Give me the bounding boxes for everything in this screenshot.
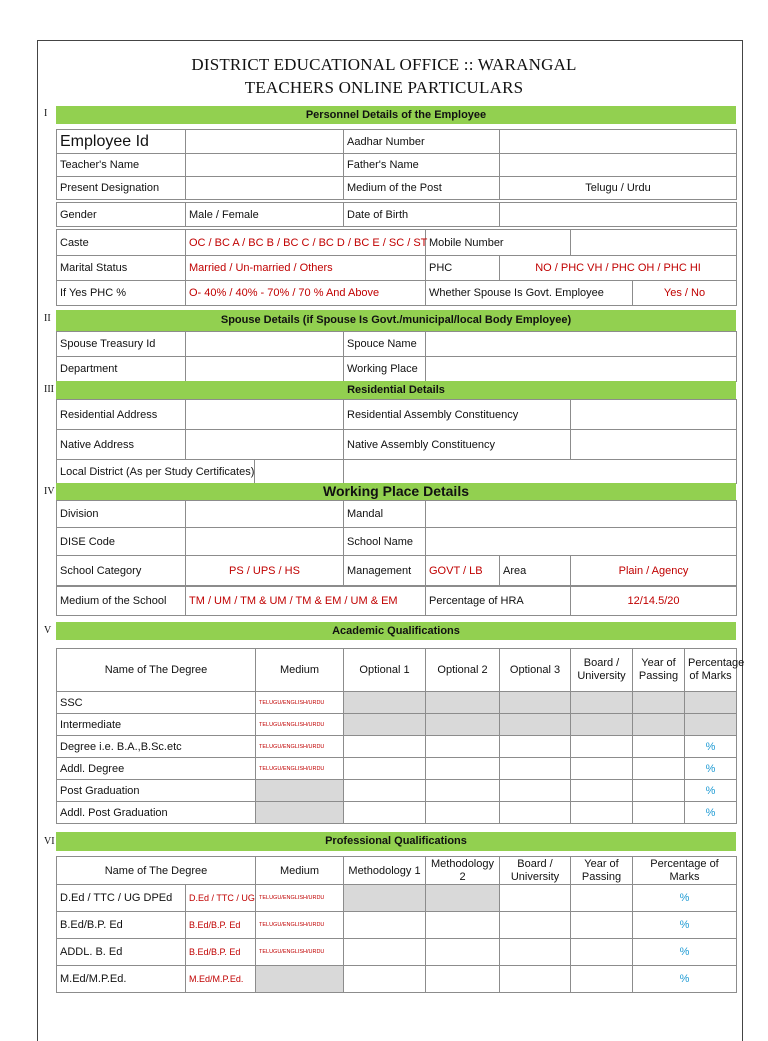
- acad-medium-value[interactable]: TELUGU/ENGLISH/URDU: [256, 714, 344, 736]
- spouse-treasury-field[interactable]: [186, 332, 344, 357]
- school-name-label: School Name: [344, 528, 426, 556]
- acad-percentage[interactable]: %: [685, 736, 737, 758]
- prof-header-methodology2: Methodology 2: [426, 857, 500, 885]
- aadhar-field[interactable]: [500, 130, 737, 154]
- section-header-spouse: Spouse Details (if Spouse Is Govt./municipal/local Body Employee): [56, 310, 736, 331]
- prof-degree-name: D.Ed / TTC / UG DPEd: [57, 885, 186, 912]
- prof-header-degree: Name of The Degree: [57, 857, 256, 885]
- acad-degree-name: Addl. Degree: [57, 758, 256, 780]
- acad-cell-disabled: [344, 692, 426, 714]
- division-field[interactable]: [186, 501, 344, 528]
- personnel-table: [56, 129, 737, 200]
- acad-cell[interactable]: [633, 802, 685, 824]
- prof-cell[interactable]: [344, 912, 426, 939]
- prof-degree-name: ADDL. B. Ed: [57, 939, 186, 966]
- prof-degree-name: B.Ed/B.P. Ed: [57, 912, 186, 939]
- employee-id-field[interactable]: [186, 130, 344, 154]
- native-assembly-label: Native Assembly Constituency: [344, 430, 571, 460]
- form-title-line2: TEACHERS ONLINE PARTICULARS: [244, 78, 524, 97]
- prof-medium-value[interactable]: TELUGU/ENGLISH/URDU: [256, 939, 344, 966]
- prof-medium-value[interactable]: TELUGU/ENGLISH/URDU: [256, 885, 344, 912]
- gender-value[interactable]: Male / Female: [186, 203, 344, 227]
- prof-header-year: Year of Passing: [571, 857, 633, 885]
- section-number: V: [44, 625, 52, 636]
- caste-label: Caste: [57, 230, 186, 256]
- hra-label: Percentage of HRA: [426, 587, 571, 616]
- prof-degree-name: M.Ed/M.P.Ed.: [57, 966, 186, 993]
- acad-cell[interactable]: [571, 736, 633, 758]
- acad-cell-disabled: [571, 714, 633, 736]
- hra-value[interactable]: 12/14.5/20: [571, 587, 737, 616]
- phc-pct-label: If Yes PHC %: [57, 281, 186, 306]
- acad-cell[interactable]: [571, 780, 633, 802]
- acad-percentage[interactable]: %: [685, 780, 737, 802]
- acad-cell[interactable]: [633, 780, 685, 802]
- local-district-label: Local District (As per Study Certificates): [57, 460, 255, 484]
- acad-cell-disabled: [426, 714, 500, 736]
- table-row: [57, 802, 737, 824]
- father-name-label: Father's Name: [344, 154, 500, 177]
- residential-address-label: Residential Address: [57, 400, 186, 430]
- acad-medium-value[interactable]: TELUGU/ENGLISH/URDU: [256, 758, 344, 780]
- acad-cell[interactable]: [426, 780, 500, 802]
- acad-cell-disabled: [256, 802, 344, 824]
- designation-field[interactable]: [186, 177, 344, 200]
- acad-degree-name: Degree i.e. B.A.,B.Sc.etc: [57, 736, 256, 758]
- spouse-treasury-label: Spouse Treasury Id: [57, 332, 186, 357]
- native-assembly-field[interactable]: [571, 430, 737, 460]
- prof-degree-code[interactable]: D.Ed / TTC / UG: [186, 885, 256, 912]
- native-address-field[interactable]: [186, 430, 344, 460]
- table-row: [57, 966, 737, 993]
- acad-cell[interactable]: [500, 758, 571, 780]
- designation-label: Present Designation: [57, 177, 186, 200]
- prof-cell[interactable]: [571, 966, 633, 993]
- prof-degree-code[interactable]: B.Ed/B.P. Ed: [186, 912, 256, 939]
- prof-cell[interactable]: [571, 939, 633, 966]
- category-value[interactable]: PS / UPS / HS: [186, 556, 344, 586]
- division-label: Division: [57, 501, 186, 528]
- employee-id-label: Employee Id: [57, 130, 186, 154]
- marital-value[interactable]: Married / Un-married / Others: [186, 256, 426, 281]
- acad-cell[interactable]: [344, 802, 426, 824]
- acad-medium-value[interactable]: TELUGU/ENGLISH/URDU: [256, 736, 344, 758]
- mobile-field[interactable]: [571, 230, 737, 256]
- prof-cell[interactable]: [571, 885, 633, 912]
- native-address-label: Native Address: [57, 430, 186, 460]
- table-row: [57, 885, 737, 912]
- table-row: [57, 692, 737, 714]
- section-number: I: [44, 108, 48, 119]
- category-label: School Category: [57, 556, 186, 586]
- prof-header-methodology1: Methodology 1: [344, 857, 426, 885]
- acad-percentage[interactable]: %: [685, 758, 737, 780]
- acad-header-degree: Name of The Degree: [57, 649, 256, 692]
- working-place-field[interactable]: [426, 357, 737, 382]
- section-header-personnel: Personnel Details of the Employee: [56, 106, 736, 124]
- table-row: [57, 912, 737, 939]
- acad-cell[interactable]: [500, 736, 571, 758]
- caste-value[interactable]: OC / BC A / BC B / BC C / BC D / BC E / SC / ST: [186, 230, 426, 256]
- prof-cell[interactable]: [500, 966, 571, 993]
- father-name-field[interactable]: [500, 154, 737, 177]
- prof-cell[interactable]: [344, 939, 426, 966]
- acad-cell-disabled: [633, 714, 685, 736]
- prof-cell[interactable]: [500, 885, 571, 912]
- management-label: Management: [344, 556, 426, 586]
- spouse-table: [56, 331, 737, 382]
- prof-percentage[interactable]: %: [633, 885, 737, 912]
- acad-cell[interactable]: [426, 758, 500, 780]
- dob-field[interactable]: [500, 203, 737, 227]
- dise-field[interactable]: [186, 528, 344, 556]
- acad-degree-name: Intermediate: [57, 714, 256, 736]
- medium-post-label: Medium of the Post: [344, 177, 500, 200]
- prof-cell[interactable]: [500, 939, 571, 966]
- acad-cell[interactable]: [571, 802, 633, 824]
- acad-header-year: Year of Passing: [633, 649, 685, 692]
- phc-label: PHC: [426, 256, 500, 281]
- teacher-name-field[interactable]: [186, 154, 344, 177]
- acad-cell[interactable]: [426, 802, 500, 824]
- prof-cell[interactable]: [571, 912, 633, 939]
- spouse-name-field[interactable]: [426, 332, 737, 357]
- medium-school-value[interactable]: TM / UM / TM & UM / TM & EM / UM & EM: [186, 587, 426, 616]
- acad-cell[interactable]: [571, 758, 633, 780]
- management-value[interactable]: GOVT / LB: [426, 556, 500, 586]
- spouse-name-label: Spouce Name: [344, 332, 426, 357]
- local-district-field[interactable]: [255, 460, 344, 484]
- acad-header-optional3: Optional 3: [500, 649, 571, 692]
- table-row: [57, 939, 737, 966]
- section-number: IV: [44, 486, 55, 497]
- prof-degree-code[interactable]: M.Ed/M.P.Ed.: [186, 966, 256, 993]
- prof-medium-value[interactable]: TELUGU/ENGLISH/URDU: [256, 912, 344, 939]
- section-header-academic: Academic Qualifications: [56, 622, 736, 640]
- prof-header-board: Board / University: [500, 857, 571, 885]
- table-row: [57, 780, 737, 802]
- acad-cell-disabled: [685, 714, 737, 736]
- acad-cell[interactable]: [344, 736, 426, 758]
- spouse-govt-label: Whether Spouse Is Govt. Employee: [426, 281, 633, 306]
- acad-cell-disabled: [426, 692, 500, 714]
- prof-percentage[interactable]: %: [633, 912, 737, 939]
- prof-cell-disabled: [256, 966, 344, 993]
- section-header-working: Working Place Details: [56, 483, 736, 500]
- prof-cell-disabled: [344, 885, 426, 912]
- phc-pct-value[interactable]: O- 40% / 40% - 70% / 70 % And Above: [186, 281, 426, 306]
- section-header-professional: Professional Qualifications: [56, 832, 736, 851]
- aadhar-label: Aadhar Number: [344, 130, 500, 154]
- acad-header-optional1: Optional 1: [344, 649, 426, 692]
- prof-percentage[interactable]: %: [633, 966, 737, 993]
- acad-cell-disabled: [685, 692, 737, 714]
- section-number: VI: [44, 836, 55, 847]
- prof-cell[interactable]: [500, 912, 571, 939]
- table-row: [57, 736, 737, 758]
- acad-cell-disabled: [256, 780, 344, 802]
- department-label: Department: [57, 357, 186, 382]
- medium-post-value[interactable]: Telugu / Urdu: [500, 177, 737, 200]
- personnel-table-2: [56, 202, 737, 227]
- acad-degree-name: Post Graduation: [57, 780, 256, 802]
- prof-cell[interactable]: [426, 966, 500, 993]
- table-row: [57, 714, 737, 736]
- dob-label: Date of Birth: [344, 203, 500, 227]
- form-title-line1: DISTRICT EDUCATIONAL OFFICE :: WARANGAL: [191, 55, 577, 74]
- prof-cell[interactable]: [426, 939, 500, 966]
- acad-header-medium: Medium: [256, 649, 344, 692]
- prof-header-medium: Medium: [256, 857, 344, 885]
- spouse-govt-value[interactable]: Yes / No: [633, 281, 737, 306]
- prof-cell[interactable]: [344, 966, 426, 993]
- section-number: III: [44, 384, 54, 395]
- department-field[interactable]: [186, 357, 344, 382]
- acad-cell-disabled: [344, 714, 426, 736]
- marital-label: Marital Status: [57, 256, 186, 281]
- acad-cell-disabled: [571, 692, 633, 714]
- prof-cell-disabled: [426, 885, 500, 912]
- prof-cell[interactable]: [426, 912, 500, 939]
- acad-cell[interactable]: [633, 736, 685, 758]
- residential-table: [56, 399, 737, 484]
- mobile-label: Mobile Number: [426, 230, 571, 256]
- acad-header-board: Board / University: [571, 649, 633, 692]
- section-number: II: [44, 313, 51, 324]
- school-name-field[interactable]: [426, 528, 737, 556]
- prof-degree-code[interactable]: B.Ed/B.P. Ed: [186, 939, 256, 966]
- acad-cell-disabled: [633, 692, 685, 714]
- acad-cell[interactable]: [426, 736, 500, 758]
- gender-label: Gender: [57, 203, 186, 227]
- local-district-extra[interactable]: [344, 460, 737, 484]
- table-row: [57, 758, 737, 780]
- acad-cell[interactable]: [344, 758, 426, 780]
- acad-cell[interactable]: [500, 780, 571, 802]
- area-value[interactable]: Plain / Agency: [571, 556, 737, 586]
- working-place-label: Working Place: [344, 357, 426, 382]
- acad-degree-name: SSC: [57, 692, 256, 714]
- residential-assembly-label: Residential Assembly Constituency: [344, 400, 571, 430]
- acad-cell[interactable]: [633, 758, 685, 780]
- professional-table: [56, 856, 737, 993]
- acad-cell[interactable]: [344, 780, 426, 802]
- residential-assembly-field[interactable]: [571, 400, 737, 430]
- prof-percentage[interactable]: %: [633, 939, 737, 966]
- acad-degree-name: Addl. Post Graduation: [57, 802, 256, 824]
- working-table: [56, 500, 737, 586]
- academic-table: [56, 648, 745, 824]
- teacher-name-label: Teacher's Name: [57, 154, 186, 177]
- residential-address-field[interactable]: [186, 400, 344, 430]
- dise-label: DISE Code: [57, 528, 186, 556]
- phc-value[interactable]: NO / PHC VH / PHC OH / PHC HI: [500, 256, 737, 281]
- acad-medium-value[interactable]: TELUGU/ENGLISH/URDU: [256, 692, 344, 714]
- acad-cell-disabled: [500, 714, 571, 736]
- section-header-residential: Residential Details: [56, 381, 736, 399]
- area-label: Area: [500, 556, 571, 586]
- working-table-2: [56, 586, 737, 616]
- acad-percentage[interactable]: %: [685, 802, 737, 824]
- acad-header-optional2: Optional 2: [426, 649, 500, 692]
- mandal-label: Mandal: [344, 501, 426, 528]
- personnel-table-3: [56, 229, 737, 306]
- mandal-field[interactable]: [426, 501, 737, 528]
- medium-school-label: Medium of the School: [57, 587, 186, 616]
- acad-header-percentage: Percentage of Marks: [685, 649, 737, 692]
- prof-header-percentage: Percentage of Marks: [633, 857, 737, 885]
- acad-cell[interactable]: [500, 802, 571, 824]
- acad-cell-disabled: [500, 692, 571, 714]
